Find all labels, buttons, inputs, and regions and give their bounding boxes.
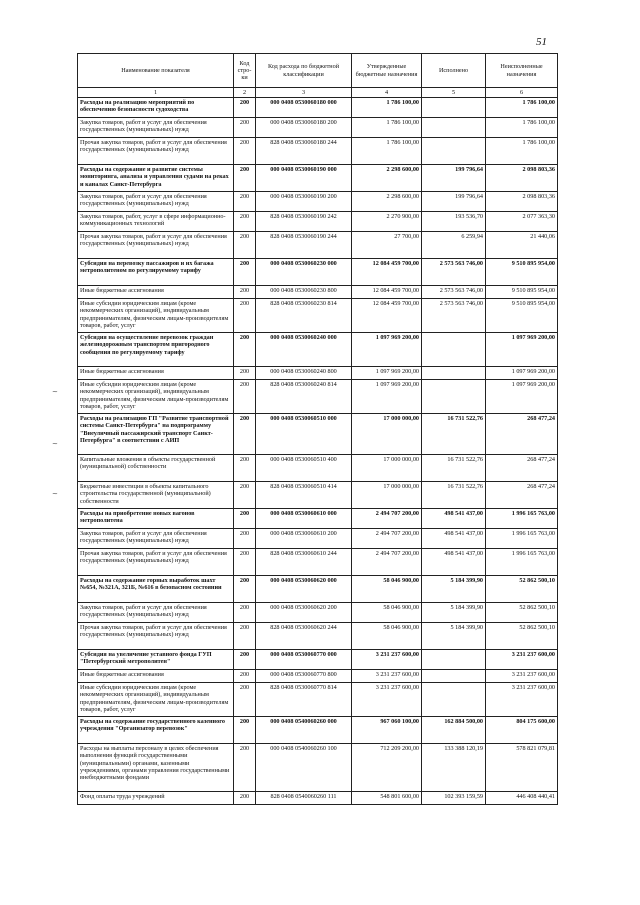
row-approved: 12 084 459 700,00	[352, 299, 422, 333]
row-expense-code: 828 0408 0530060510 414	[256, 482, 352, 509]
row-executed: 498 541 437,00	[422, 529, 486, 549]
table-row	[78, 333, 558, 367]
row-approved: 2 270 900,00	[352, 212, 422, 232]
row-name: Закупка товаров, работ и услуг для обеспечения государственных (муниципальных) нужд	[78, 192, 234, 212]
row-unexecuted: 1 996 165 763,00	[486, 509, 558, 529]
row-name: Расходы на содержание государственного казенного учреждения "Организатор перевозок"	[78, 717, 234, 744]
row-unexecuted: 1 786 100,00	[486, 118, 558, 138]
table-row	[78, 509, 558, 529]
row-expense-code: 828 0408 0530060230 814	[256, 299, 352, 333]
row-line-code: 200	[234, 165, 256, 192]
row-executed: 199 796,64	[422, 165, 486, 192]
row-approved: 58 046 900,00	[352, 603, 422, 623]
row-executed: 133 388 120,19	[422, 744, 486, 792]
row-unexecuted: 2 098 803,36	[486, 165, 558, 192]
row-unexecuted: 1 786 100,00	[486, 138, 558, 165]
row-executed: 16 731 522,76	[422, 482, 486, 509]
table-row	[78, 367, 558, 380]
table-row	[78, 792, 558, 805]
row-line-code: 200	[234, 576, 256, 603]
row-expense-code: 828 0408 0530060610 244	[256, 549, 352, 576]
row-expense-code: 828 0408 0530060180 244	[256, 138, 352, 165]
row-name: Иные бюджетные ассигнования	[78, 286, 234, 299]
row-name: Расходы на реализацию ГП "Развитие транспортной системы Санкт-Петербурга" на подпрограмму "Внеуличный пассажирский транспорт Санкт-Петербурга" в соответствии с АИП	[78, 414, 234, 455]
row-approved: 1 097 969 200,00	[352, 380, 422, 414]
page-number: 51	[536, 36, 547, 48]
row-executed: 16 731 522,76	[422, 414, 486, 455]
row-unexecuted: 1 996 165 763,00	[486, 549, 558, 576]
row-line-code: 200	[234, 138, 256, 165]
row-executed: 199 796,64	[422, 192, 486, 212]
row-line-code: 200	[234, 670, 256, 683]
row-name: Субсидия на увеличение уставного фонда ГУП "Петербургский метрополитен"	[78, 650, 234, 670]
row-approved: 712 209 200,00	[352, 744, 422, 792]
row-name: Прочая закупка товаров, работ и услуг для обеспечения государственных (муниципальных) нужд	[78, 232, 234, 259]
row-line-code: 200	[234, 286, 256, 299]
row-line-code: 200	[234, 683, 256, 717]
table-row	[78, 380, 558, 414]
row-executed: 5 184 399,90	[422, 623, 486, 650]
table-row	[78, 286, 558, 299]
table-row	[78, 549, 558, 576]
row-approved: 17 000 000,00	[352, 414, 422, 455]
row-unexecuted: 9 510 895 954,00	[486, 286, 558, 299]
row-executed	[422, 683, 486, 717]
table-row	[78, 650, 558, 670]
row-unexecuted: 1 996 165 763,00	[486, 529, 558, 549]
column-number: 3	[256, 88, 352, 98]
table-row	[78, 482, 558, 509]
header-approved: Утвержденные бюджетные назначения	[352, 54, 422, 88]
table-row	[78, 670, 558, 683]
row-expense-code: 000 0408 0530060510 000	[256, 414, 352, 455]
row-approved: 1 097 969 200,00	[352, 367, 422, 380]
row-approved: 2 298 600,00	[352, 192, 422, 212]
row-executed: 2 573 563 746,00	[422, 299, 486, 333]
row-executed: 498 541 437,00	[422, 509, 486, 529]
row-unexecuted: 446 408 440,41	[486, 792, 558, 805]
row-expense-code: 000 0408 0530060610 200	[256, 529, 352, 549]
table-row	[78, 603, 558, 623]
row-approved: 3 231 237 600,00	[352, 670, 422, 683]
row-line-code: 200	[234, 529, 256, 549]
row-name: Фонд оплаты труда учреждений	[78, 792, 234, 805]
row-executed	[422, 650, 486, 670]
row-expense-code: 828 0408 0530060190 242	[256, 212, 352, 232]
table-row	[78, 118, 558, 138]
row-approved: 2 494 707 200,00	[352, 509, 422, 529]
column-number: 5	[422, 88, 486, 98]
row-line-code: 200	[234, 380, 256, 414]
row-line-code: 200	[234, 414, 256, 455]
row-line-code: 200	[234, 232, 256, 259]
row-executed: 6 259,94	[422, 232, 486, 259]
row-expense-code: 000 0408 0530060190 200	[256, 192, 352, 212]
margin-mark: ~	[52, 440, 58, 448]
row-executed: 2 573 563 746,00	[422, 259, 486, 286]
row-unexecuted: 9 510 895 954,00	[486, 259, 558, 286]
row-executed: 5 184 399,90	[422, 576, 486, 603]
row-executed	[422, 138, 486, 165]
row-approved: 1 786 100,00	[352, 98, 422, 118]
row-expense-code: 000 0408 0530060240 800	[256, 367, 352, 380]
row-unexecuted: 268 477,24	[486, 482, 558, 509]
row-expense-code: 828 0408 0540060260 111	[256, 792, 352, 805]
row-executed	[422, 118, 486, 138]
row-name: Прочая закупка товаров, работ и услуг для обеспечения государственных (муниципальных) нужд	[78, 623, 234, 650]
row-executed	[422, 98, 486, 118]
row-unexecuted: 268 477,24	[486, 414, 558, 455]
row-line-code: 200	[234, 650, 256, 670]
row-line-code: 200	[234, 299, 256, 333]
row-approved: 3 231 237 600,00	[352, 683, 422, 717]
row-approved: 967 060 100,00	[352, 717, 422, 744]
header-executed: Исполнено	[422, 54, 486, 88]
row-expense-code: 000 0408 0530060240 000	[256, 333, 352, 367]
row-approved: 548 801 600,00	[352, 792, 422, 805]
row-expense-code: 000 0408 0530060230 800	[256, 286, 352, 299]
row-line-code: 200	[234, 98, 256, 118]
margin-mark: ~	[52, 490, 58, 498]
row-unexecuted: 804 175 600,00	[486, 717, 558, 744]
table-row	[78, 683, 558, 717]
row-expense-code: 000 0408 0530060510 400	[256, 455, 352, 482]
row-name: Бюджетные инвестиции в объекты капитального строительства государственной (муниципальной) собственности	[78, 482, 234, 509]
table-row	[78, 259, 558, 286]
table-row	[78, 576, 558, 603]
row-executed: 498 541 437,00	[422, 549, 486, 576]
row-executed: 5 184 399,90	[422, 603, 486, 623]
row-approved: 12 084 459 700,00	[352, 286, 422, 299]
table-row	[78, 232, 558, 259]
row-name: Иные субсидии юридическим лицам (кроме некоммерческих организаций), индивидуальным предпринимателям, физическим лицам-производителям товаров, работ, услуг	[78, 380, 234, 414]
row-expense-code: 000 0408 0530060230 000	[256, 259, 352, 286]
row-unexecuted: 2 098 803,36	[486, 192, 558, 212]
margin-mark: ~	[52, 388, 58, 396]
row-name: Закупка товаров, работ и услуг для обеспечения государственных (муниципальных) нужд	[78, 603, 234, 623]
row-name: Субсидия на перевозку пассажиров и их багажа метрополитеном по регулируемому тарифу	[78, 259, 234, 286]
table-row	[78, 165, 558, 192]
row-approved: 58 046 900,00	[352, 576, 422, 603]
row-name: Субсидия на осуществление перевозок граждан железнодорожным транспортом пригородного сообщения по регулируемому тарифу	[78, 333, 234, 367]
table-row	[78, 192, 558, 212]
row-approved: 2 298 600,00	[352, 165, 422, 192]
row-expense-code: 000 0408 0530060770 000	[256, 650, 352, 670]
row-executed: 2 573 563 746,00	[422, 286, 486, 299]
table-row	[78, 138, 558, 165]
row-name: Иные субсидии юридическим лицам (кроме некоммерческих организаций), индивидуальным предпринимателям, физическим лицам-производителям товаров, работ, услуг	[78, 299, 234, 333]
table-column-numbers-row	[78, 88, 558, 98]
row-unexecuted: 2 077 363,30	[486, 212, 558, 232]
row-line-code: 200	[234, 603, 256, 623]
header-indicator-name: Наименование показателя	[78, 54, 234, 88]
row-executed: 16 731 522,76	[422, 455, 486, 482]
row-expense-code: 000 0408 0530060620 200	[256, 603, 352, 623]
row-name: Иные субсидии юридическим лицам (кроме некоммерческих организаций), индивидуальным предпринимателям, физическим лицам-производителям товаров, работ, услуг	[78, 683, 234, 717]
budget-execution-table	[77, 53, 558, 805]
row-approved: 1 097 969 200,00	[352, 333, 422, 367]
row-unexecuted: 3 231 237 600,00	[486, 670, 558, 683]
row-unexecuted: 1 097 969 200,00	[486, 367, 558, 380]
row-line-code: 200	[234, 509, 256, 529]
row-line-code: 200	[234, 367, 256, 380]
row-line-code: 200	[234, 549, 256, 576]
row-unexecuted: 52 862 500,10	[486, 623, 558, 650]
row-approved: 58 046 900,00	[352, 623, 422, 650]
row-name: Прочая закупка товаров, работ и услуг для обеспечения государственных (муниципальных) нужд	[78, 138, 234, 165]
row-name: Закупка товаров, работ и услуг для обеспечения государственных (муниципальных) нужд	[78, 529, 234, 549]
row-approved: 2 494 707 200,00	[352, 549, 422, 576]
row-unexecuted: 1 097 969 200,00	[486, 333, 558, 367]
row-unexecuted: 3 231 237 600,00	[486, 683, 558, 717]
row-approved: 12 084 459 700,00	[352, 259, 422, 286]
row-line-code: 200	[234, 792, 256, 805]
row-executed: 162 884 500,00	[422, 717, 486, 744]
row-line-code: 200	[234, 623, 256, 650]
row-approved: 3 231 237 600,00	[352, 650, 422, 670]
row-name: Расходы на реализацию мероприятий по обеспечению безопасности судоходства	[78, 98, 234, 118]
row-expense-code: 000 0408 0530060180 200	[256, 118, 352, 138]
row-expense-code: 000 0408 0530060770 800	[256, 670, 352, 683]
row-expense-code: 000 0408 0540060260 000	[256, 717, 352, 744]
row-expense-code: 828 0408 0530060620 244	[256, 623, 352, 650]
row-unexecuted: 1 097 969 200,00	[486, 380, 558, 414]
row-executed	[422, 367, 486, 380]
row-expense-code: 000 0408 0540060260 100	[256, 744, 352, 792]
row-executed	[422, 380, 486, 414]
row-name: Иные бюджетные ассигнования	[78, 670, 234, 683]
row-name: Закупка товаров, работ, услуг в сфере информационно-коммуникационных технологий	[78, 212, 234, 232]
row-name: Закупка товаров, работ и услуг для обеспечения государственных (муниципальных) нужд	[78, 118, 234, 138]
row-approved: 17 000 000,00	[352, 455, 422, 482]
header-line-code: Код стро-ки	[234, 54, 256, 88]
row-unexecuted: 52 862 500,10	[486, 603, 558, 623]
row-expense-code: 000 0408 0530060180 000	[256, 98, 352, 118]
table-row	[78, 455, 558, 482]
row-unexecuted: 3 231 237 600,00	[486, 650, 558, 670]
row-approved: 27 700,00	[352, 232, 422, 259]
row-approved: 1 786 100,00	[352, 118, 422, 138]
row-expense-code: 000 0408 0530060610 000	[256, 509, 352, 529]
row-line-code: 200	[234, 455, 256, 482]
row-approved: 17 000 000,00	[352, 482, 422, 509]
row-unexecuted: 21 440,06	[486, 232, 558, 259]
row-unexecuted: 1 786 100,00	[486, 98, 558, 118]
row-expense-code: 000 0408 0530060190 000	[256, 165, 352, 192]
row-line-code: 200	[234, 118, 256, 138]
table-row	[78, 529, 558, 549]
row-unexecuted: 52 862 500,10	[486, 576, 558, 603]
row-expense-code: 000 0408 0530060620 000	[256, 576, 352, 603]
row-unexecuted: 578 821 079,81	[486, 744, 558, 792]
row-line-code: 200	[234, 192, 256, 212]
row-line-code: 200	[234, 259, 256, 286]
row-name: Капитальные вложения в объекты государственной (муниципальной) собственности	[78, 455, 234, 482]
header-unexecuted: Неисполненные назначения	[486, 54, 558, 88]
table-row	[78, 299, 558, 333]
column-number: 1	[78, 88, 234, 98]
row-line-code: 200	[234, 333, 256, 367]
row-line-code: 200	[234, 212, 256, 232]
row-approved: 1 786 100,00	[352, 138, 422, 165]
row-name: Иные бюджетные ассигнования	[78, 367, 234, 380]
table-row	[78, 744, 558, 792]
table-row	[78, 98, 558, 118]
row-name: Расходы на содержание горных выработок шахт №654, №321А, 321Б, №616 в безопасном состоянии	[78, 576, 234, 603]
table-header-row	[78, 54, 558, 88]
row-expense-code: 828 0408 0530060770 814	[256, 683, 352, 717]
row-approved: 2 494 707 200,00	[352, 529, 422, 549]
row-unexecuted: 9 510 895 954,00	[486, 299, 558, 333]
table-row	[78, 717, 558, 744]
column-number: 2	[234, 88, 256, 98]
row-expense-code: 828 0408 0530060190 244	[256, 232, 352, 259]
row-unexecuted: 268 477,24	[486, 455, 558, 482]
row-executed: 102 393 159,59	[422, 792, 486, 805]
column-number: 4	[352, 88, 422, 98]
row-line-code: 200	[234, 482, 256, 509]
table-row	[78, 212, 558, 232]
row-name: Расходы на приобретение новых вагонов метрополитена	[78, 509, 234, 529]
header-expense-code: Код расхода по бюджетной классификации	[256, 54, 352, 88]
row-executed	[422, 333, 486, 367]
row-executed	[422, 670, 486, 683]
table-row	[78, 414, 558, 455]
column-number: 6	[486, 88, 558, 98]
row-name: Расходы на содержание и развитие системы мониторинга, анализа и управления судами на реках и каналах Санкт-Петербурга	[78, 165, 234, 192]
row-executed: 193 536,70	[422, 212, 486, 232]
row-name: Прочая закупка товаров, работ и услуг для обеспечения государственных (муниципальных) нужд	[78, 549, 234, 576]
table-body	[78, 98, 558, 805]
table-row	[78, 623, 558, 650]
row-line-code: 200	[234, 717, 256, 744]
row-expense-code: 828 0408 0530060240 814	[256, 380, 352, 414]
row-line-code: 200	[234, 744, 256, 792]
row-name: Расходы на выплаты персоналу в целях обеспечения выполнения функций государственными (муниципальными) органами, казенными учреждениями, органами управления государственными внебюджетными фондами	[78, 744, 234, 792]
